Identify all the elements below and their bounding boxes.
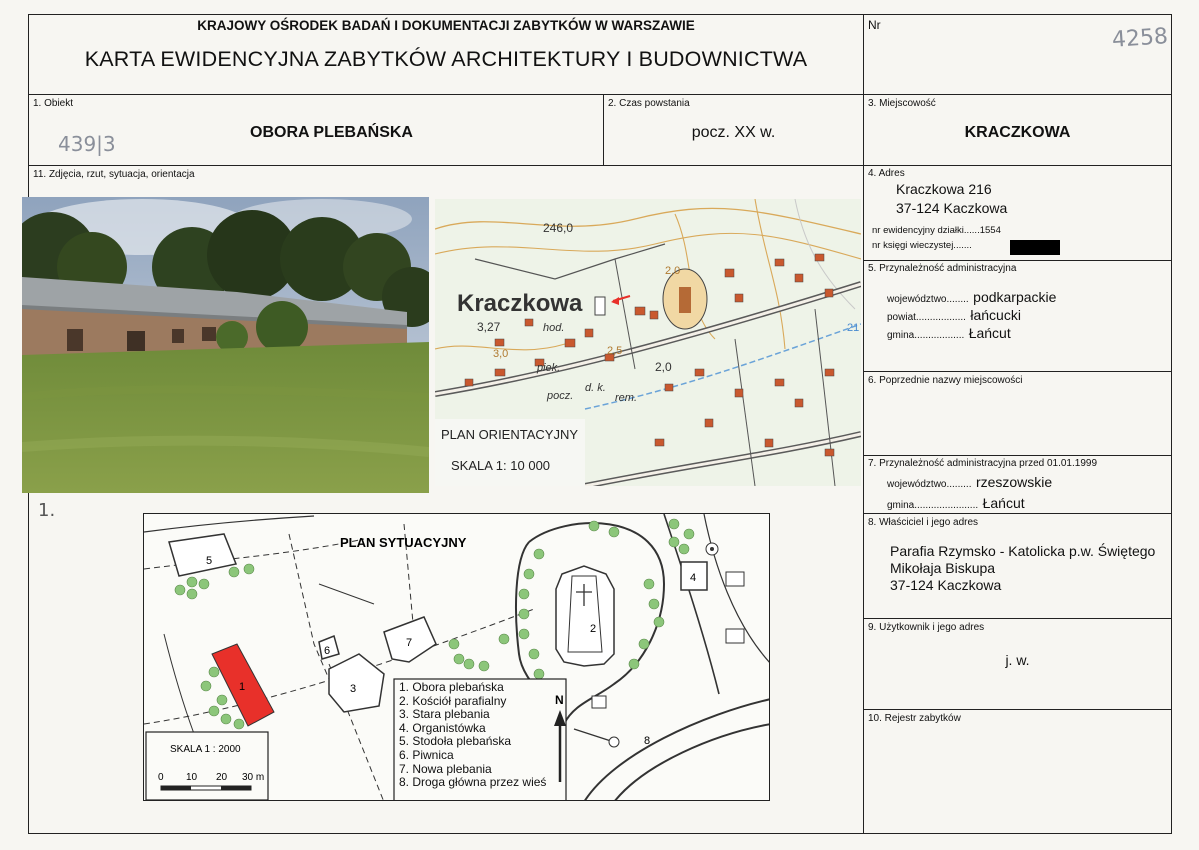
pre1999-voivodeship-label: województwo......... [887,479,972,490]
place-label: 3. Miejscowość [868,98,936,109]
owner-line2: Mikołaja Biskupa [890,560,996,576]
site-plan [143,513,770,801]
owner-label: 8. Właściciel i jego adres [868,517,979,528]
card-title: KARTA EWIDENCYJNA ZABYTKÓW ARCHITEKTURY I BUDOWNICTWA [84,47,808,71]
legend-item: 1. Obora plebańska [399,680,504,694]
barn-photo-graphic [22,197,429,493]
plot-number-value: 1554 [979,225,1001,236]
admin-voivodeship-label: województwo........ [887,294,969,305]
map-label-rem: rem. [615,392,637,404]
plan-number-4: 4 [690,572,697,584]
institution-name: KRAJOWY OŚRODEK BADAŃ I DOKUMENTACJI ZABYTKÓW W WARSZAWIE [197,18,695,33]
pre1999-commune-label: gmina....................... [887,500,979,511]
map-elevation-4: 2,0 [655,360,672,374]
plan-scale-tick-20: 20 [216,772,228,783]
map-label-dk: d. k. [585,382,606,394]
admin-pre1999-label: 7. Przynależność administracyjna przed 01.01.1999 [868,458,1098,469]
plan-number-1: 1 [239,681,246,693]
map-caption-scale: SKALA 1: 10 000 [451,458,551,473]
plot-number-label: nr ewidencyjny działki...... [872,225,980,236]
object-handwritten-number: 439|3 [58,132,116,156]
map-label-pocz: pocz. [547,390,574,402]
legend-item: 4. Organistówka [399,720,486,735]
pre1999-commune-value: Łańcut [982,495,1025,511]
map-label-21: 21 [847,322,860,334]
admin-commune-value: Łańcut [968,325,1011,341]
admin-county-value: łańcucki [970,307,1021,323]
photo-number: 1. [38,500,56,521]
owner-line1: Parafia Rzymsko - Katolicka p.w. Świętego [890,543,1156,559]
legend-item: 3. Stara plebania [399,707,490,722]
legend-item: 8. Droga główna przez wieś [399,775,547,790]
pre1999-commune [887,495,1025,513]
register-label: 10. Rejestr zabytków [868,713,961,724]
legend-item: 5. Stodoła plebańska [399,734,512,749]
object-value: OBORA PLEBAŃSKA [250,124,413,141]
plan-number-2: 2 [590,623,597,635]
land-register [872,240,972,251]
pre1999-voivodeship-value: rzeszowskie [975,474,1053,490]
plan-scale-tick-10: 10 [186,772,198,783]
plan-number-7: 7 [406,637,413,649]
admin-commune [887,325,1011,343]
map-elevation-3: 2,0 [665,265,681,277]
admin-county [887,307,1021,325]
map-label-hod: hod. [543,322,565,334]
plan-number-5: 5 [206,555,213,567]
owner-line3: 37-124 Kaczkowa [890,577,1002,593]
map-elevation-6: 3,0 [493,348,509,360]
plan-title: PLAN SYTUACYJNY [340,535,467,550]
map-label-piek: piek. [537,362,561,374]
orientation-map-graphic [435,199,861,486]
admin-voivodeship [887,289,1056,307]
map-elevation-1: 246,0 [543,221,574,235]
legend-item: 7. Nowa plebania [399,761,492,776]
address-label: 4. Adres [868,168,905,179]
plan-scale-tick-30: 30 m [242,772,265,783]
map-place-name: Kraczkowa [457,290,583,317]
nr-label: Nr [868,18,881,32]
admin-county-label: powiat.................. [887,312,966,323]
admin-voivodeship-value: podkarpackie [973,289,1057,305]
map-elevation-5: 2,5 [607,345,623,357]
admin-label: 5. Przynależność administracyjna [868,263,1017,274]
place-value: KRACZKOWA [964,124,1071,141]
orientation-map [435,199,861,486]
land-register-label: nr księgi wieczystej....... [872,240,972,251]
plan-scale-tick-0: 0 [158,772,164,783]
building-photo [22,197,429,493]
legend-item: 6. Piwnica [399,747,454,762]
nr-handwritten: 4258 [1111,24,1169,53]
admin-commune-label: gmina.................. [887,330,965,341]
map-caption-title: PLAN ORIENTACYJNY [441,427,579,442]
north-label: N [555,693,564,707]
register-box [863,709,1172,834]
date-label: 2. Czas powstania [608,98,690,109]
object-label: 1. Obiekt [33,98,74,109]
plot-number [872,225,1001,236]
plan-scale-label: SKALA 1 : 2000 [170,744,241,755]
plan-legend [399,681,564,790]
legend-item: 2. Kościół parafialny [399,693,507,708]
pre1999-voivodeship [887,474,1052,492]
user-label: 9. Użytkownik i jego adres [868,622,985,633]
user-value: j. w. [1005,652,1030,668]
plan-number-6: 6 [324,645,331,657]
address-line2: 37-124 Kaczkowa [896,200,1008,216]
map-elevation-2: 3,27 [477,320,501,334]
former-names-label: 6. Poprzednie nazwy miejscowości [868,375,1023,386]
plan-number-8: 8 [644,735,651,747]
section11-label: 11. Zdjęcia, rzut, sytuacja, orientacja [33,169,195,180]
address-line1: Kraczkowa 216 [896,181,992,197]
plan-number-3: 3 [350,683,357,695]
redaction-bar [1010,240,1060,255]
date-value: pocz. XX w. [691,124,776,141]
